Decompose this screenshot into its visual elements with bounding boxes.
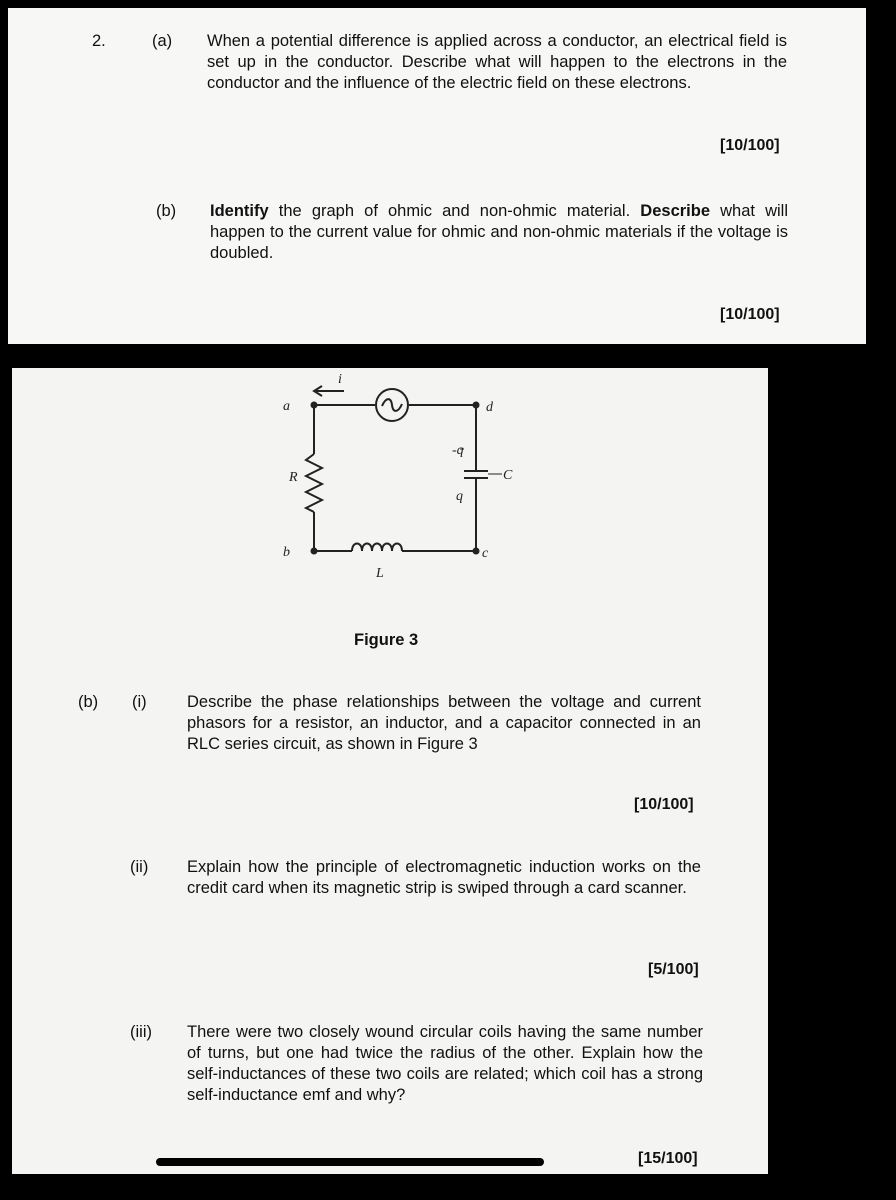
label-charge-positive: q — [456, 489, 463, 504]
part-a-label: (a) — [152, 32, 173, 50]
part-b-text — [210, 201, 788, 264]
label-resistor: R — [289, 470, 298, 485]
section-b-label: (b) — [78, 693, 99, 711]
part-i-text: Describe the phase relationships between the voltage and current phasors for a resistor, an inductor, and a capacitor connected in an RLC series circuit, as shown in Figure 3 — [187, 693, 701, 753]
label-charge-negative: -q — [452, 443, 464, 458]
part-i-label: (i) — [132, 693, 147, 711]
label-inductor: L — [376, 566, 384, 581]
part-a-marks: [10/100] — [720, 137, 780, 154]
label-node-a: a — [283, 399, 290, 414]
part-iii-text: There were two closely wound circular coils having the same number of turns, but one had twice the radius of the other. Explain how the self-inductances of these two coils are related; which coil has a strong self-inductance emf and why? — [187, 1023, 703, 1104]
label-current: i — [338, 372, 342, 387]
part-b-label: (b) — [156, 202, 177, 220]
part-a-text: When a potential difference is applied across a conductor, an electrical field is set up in the conductor. Describe what will happen to the electrons in the conductor and the influence of the electric field on these electrons. — [207, 32, 787, 92]
part-b-bold-identify: Identify — [210, 202, 269, 220]
part-i-marks: [10/100] — [634, 796, 694, 813]
part-iii-label: (iii) — [130, 1023, 152, 1041]
label-capacitor: C — [503, 468, 513, 483]
part-b-bold-describe: Describe — [640, 202, 711, 220]
part-iii-marks: [15/100] — [638, 1150, 698, 1167]
label-node-c: c — [482, 546, 489, 561]
part-ii-marks: [5/100] — [648, 961, 699, 978]
question-number: 2. — [92, 32, 106, 50]
part-ii-text: Explain how the principle of electromagnetic induction works on the credit card when its magnetic strip is swiped through a card scanner. — [187, 858, 701, 897]
part-b-text-2: what will happen to the current value for ohmic and non-ohmic materials if the voltage is doubled. — [210, 202, 789, 262]
part-ii-label: (ii) — [130, 858, 149, 876]
label-node-b: b — [283, 545, 290, 560]
part-b-marks: [10/100] — [720, 306, 780, 323]
part-b-text-1: the graph of ohmic and non-ohmic material. — [268, 202, 641, 220]
label-node-d: d — [486, 400, 493, 415]
figure-caption: Figure 3 — [354, 631, 419, 649]
redaction-bar — [156, 1158, 544, 1166]
